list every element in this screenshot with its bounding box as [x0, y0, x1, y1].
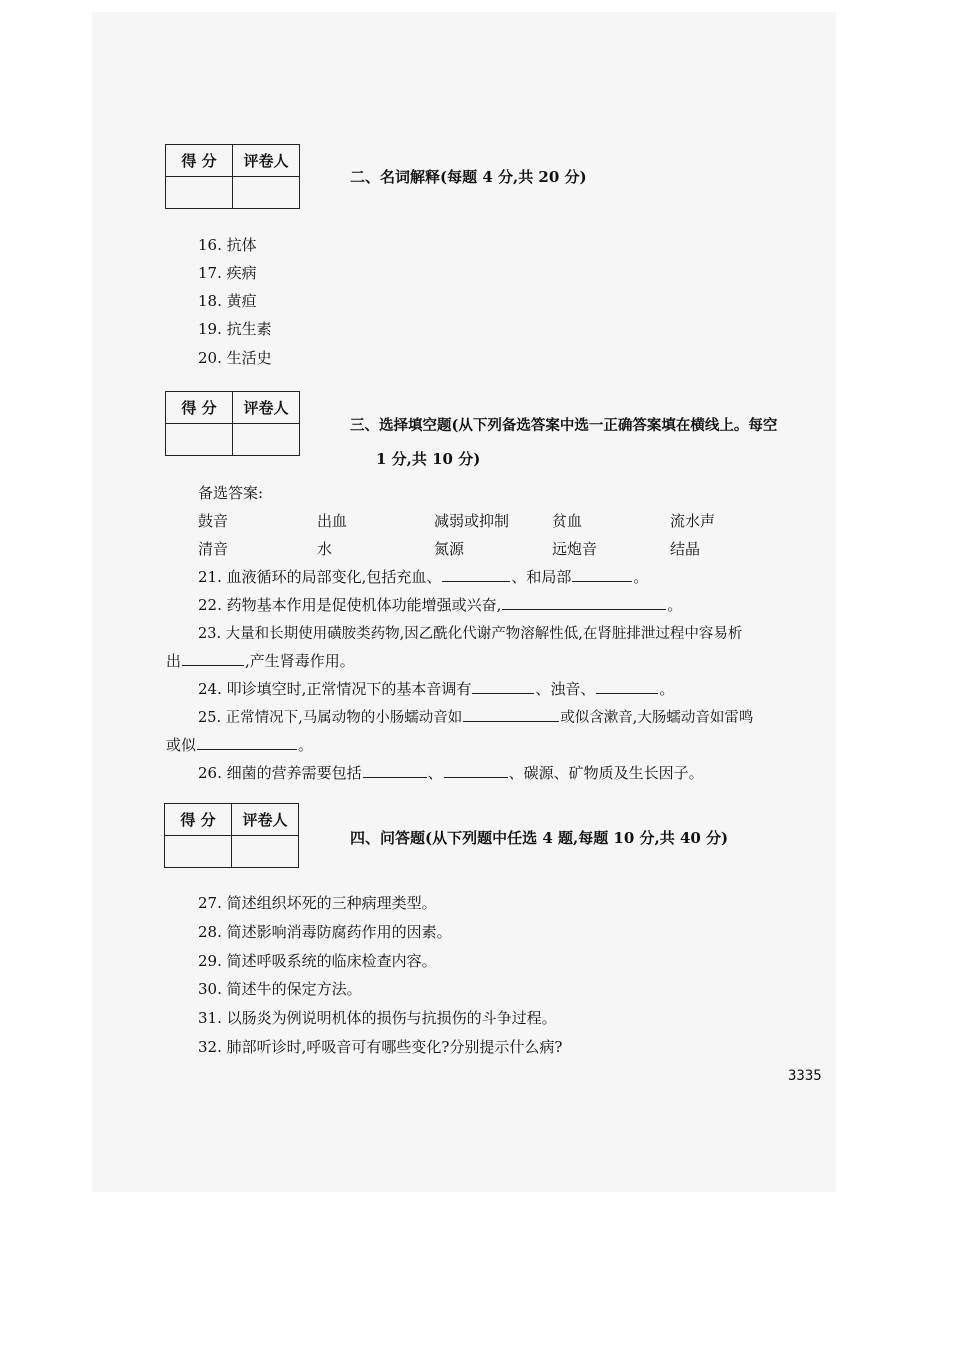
- score-label: 得 分: [166, 145, 233, 177]
- page-number: 3335: [788, 1068, 822, 1084]
- score-label: 得 分: [166, 392, 233, 424]
- question-26: [198, 762, 704, 783]
- q22-text-b: 。: [667, 596, 683, 614]
- section3-heading-line2: 1 分,共 10 分): [376, 450, 481, 468]
- q25-text-b: 或似含漱音,大肠蠕动音如雷鸣: [560, 710, 754, 726]
- q26-text-b: 、: [427, 764, 443, 782]
- score-cell[interactable]: [165, 836, 232, 868]
- section2-heading: 二、名词解释(每题 4 分,共 20 分): [350, 168, 587, 186]
- score-cell[interactable]: [166, 424, 233, 456]
- grader-cell[interactable]: [233, 177, 300, 209]
- option: 清音: [198, 540, 229, 558]
- option: 贫血: [552, 512, 583, 530]
- option: 氮源: [434, 540, 465, 558]
- option: 流水声: [670, 512, 716, 530]
- q26-text-a: 26. 细菌的营养需要包括: [198, 764, 362, 782]
- q26-text-c: 、碳源、矿物质及生长因子。: [508, 764, 704, 782]
- section2-item: 17. 疾病: [198, 264, 257, 282]
- question-21: [198, 566, 648, 587]
- q22-blank-1[interactable]: [502, 595, 666, 610]
- score-label: 得 分: [165, 804, 232, 836]
- question-22: [198, 594, 682, 615]
- option: 水: [317, 540, 333, 558]
- grader-label: 评卷人: [233, 392, 300, 424]
- q21-text-a: 21. 血液循环的局部变化,包括充血、: [198, 568, 442, 586]
- q24-blank-2[interactable]: [596, 679, 658, 694]
- section4-item: 31. 以肠炎为例说明机体的损伤与抗损伤的斗争过程。: [198, 1009, 557, 1027]
- section4-heading: 四、问答题(从下列题中任选 4 题,每题 10 分,共 40 分): [350, 829, 729, 847]
- question-23: 23. 大量和长期使用磺胺类药物,因乙酰化代谢产物溶解性低,在肾脏排泄过程中容易析: [198, 626, 743, 642]
- q23-text-c: ,产生肾毒作用。: [245, 652, 355, 670]
- q21-blank-1[interactable]: [442, 567, 510, 582]
- q24-text-c: 。: [659, 680, 675, 698]
- q24-blank-1[interactable]: [472, 679, 534, 694]
- q24-text-a: 24. 叩诊填空时,正常情况下的基本音调有: [198, 680, 472, 698]
- options-label: 备选答案:: [198, 484, 264, 502]
- section2-item: 20. 生活史: [198, 349, 272, 367]
- q23-blank-1[interactable]: [182, 651, 244, 666]
- question-24: [198, 678, 674, 699]
- section4-item: 27. 简述组织坏死的三种病理类型。: [198, 894, 437, 912]
- score-cell[interactable]: [166, 177, 233, 209]
- score-box-section2: [165, 144, 300, 209]
- question-23-cont: [166, 650, 355, 671]
- q21-text-c: 。: [633, 568, 649, 586]
- q22-text-a: 22. 药物基本作用是促使机体功能增强或兴奋,: [198, 596, 502, 614]
- q25-text-a: 25. 正常情况下,马属动物的小肠蠕动音如: [198, 710, 463, 726]
- score-box-section3: [165, 391, 300, 456]
- option: 结晶: [670, 540, 701, 558]
- q21-blank-2[interactable]: [572, 567, 632, 582]
- section4-item: 29. 简述呼吸系统的临床检查内容。: [198, 952, 437, 970]
- section2-item: 19. 抗生素: [198, 320, 272, 338]
- section2-item: 18. 黄疸: [198, 292, 257, 310]
- score-box-section4: [164, 803, 299, 868]
- q25-text-d: 。: [298, 736, 314, 754]
- option: 远炮音: [552, 540, 598, 558]
- option: 鼓音: [198, 512, 229, 530]
- q25-blank-2[interactable]: [197, 735, 297, 750]
- section4-item: 32. 肺部听诊时,呼吸音可有哪些变化?分别提示什么病?: [198, 1038, 563, 1056]
- grader-cell[interactable]: [233, 424, 300, 456]
- q25-text-c: 或似: [166, 736, 197, 754]
- option: 出血: [317, 512, 348, 530]
- section4-item: 28. 简述影响消毒防腐药作用的因素。: [198, 923, 452, 941]
- section3-heading-line1: 三、选择填空题(从下列备选答案中选一正确答案填在横线上。每空: [350, 417, 778, 434]
- q25-blank-1[interactable]: [463, 707, 559, 722]
- question-25: [198, 706, 753, 727]
- section2-item: 16. 抗体: [198, 236, 257, 254]
- section4-item: 30. 简述牛的保定方法。: [198, 980, 362, 998]
- option: 减弱或抑制: [434, 512, 510, 530]
- q21-text-b: 、和局部: [511, 568, 572, 586]
- grader-label: 评卷人: [233, 145, 300, 177]
- q26-blank-1[interactable]: [363, 763, 427, 778]
- grader-cell[interactable]: [232, 836, 299, 868]
- question-25-cont: [166, 734, 313, 755]
- q24-text-b: 、浊音、: [535, 680, 596, 698]
- q26-blank-2[interactable]: [444, 763, 508, 778]
- grader-label: 评卷人: [232, 804, 299, 836]
- q23-text-b: 出: [166, 652, 182, 670]
